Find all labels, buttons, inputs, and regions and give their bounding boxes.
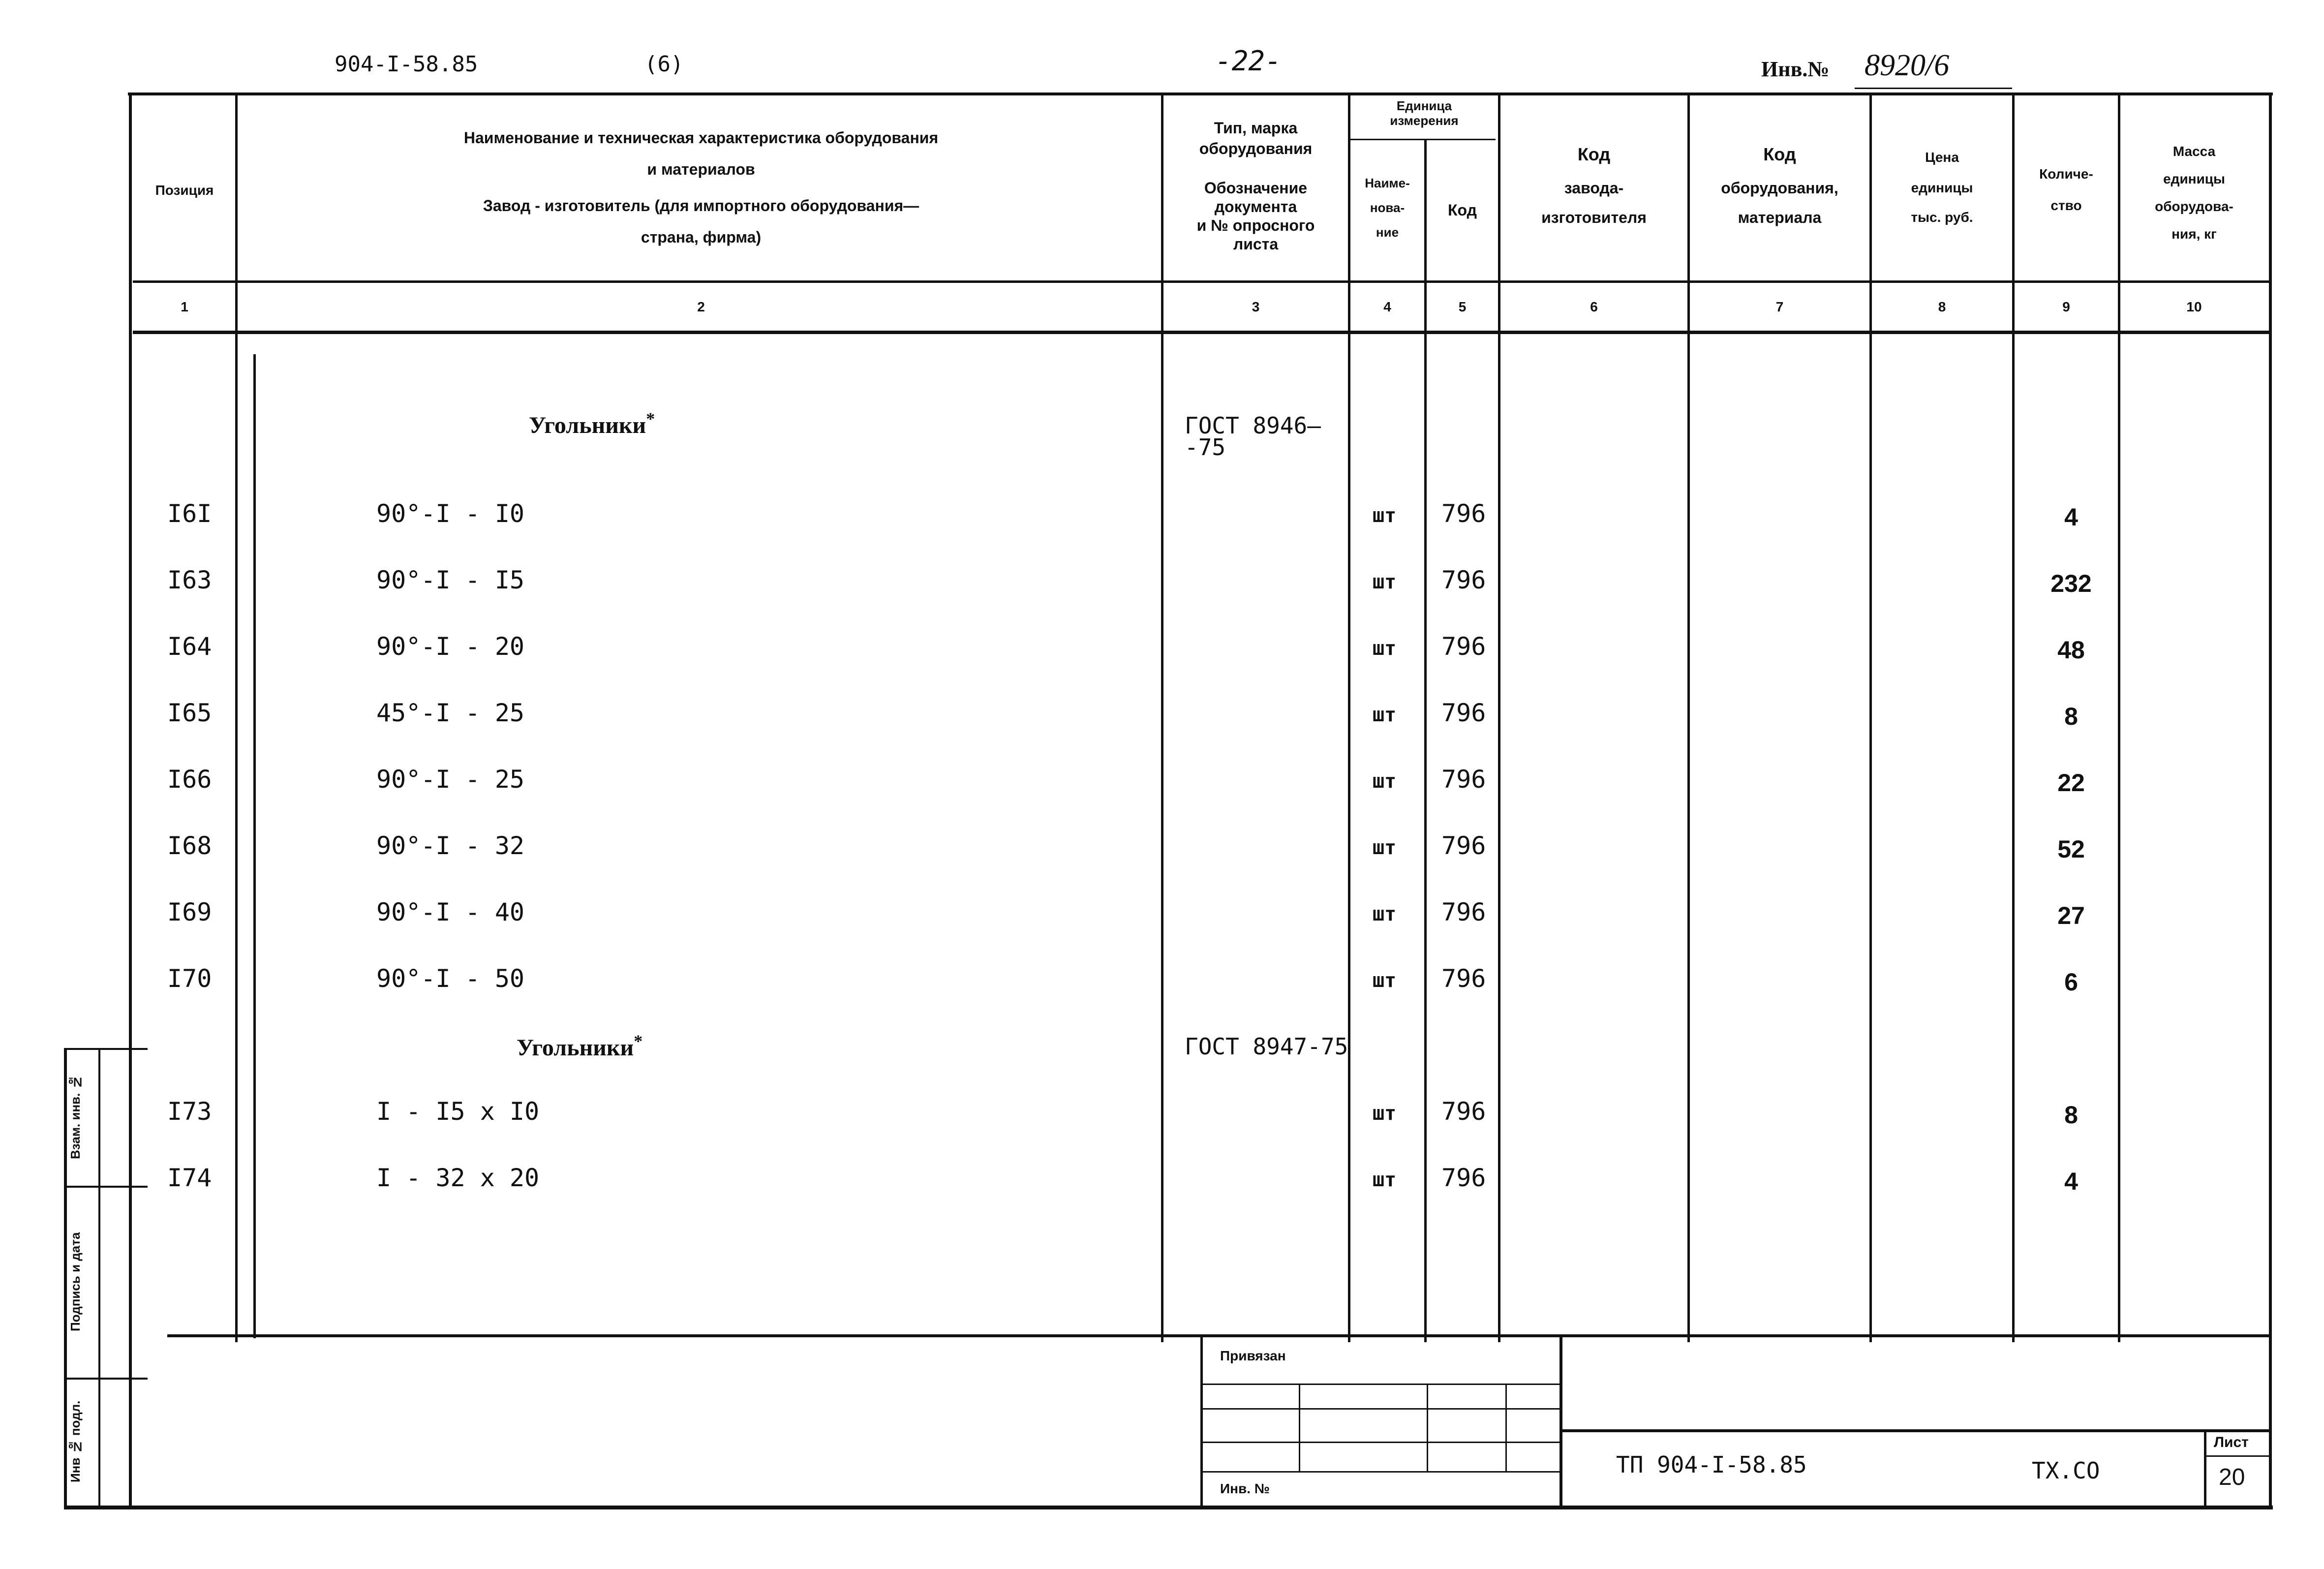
row-unit: шт (1373, 637, 1397, 660)
row-name: 90°-I - 25 (376, 765, 525, 794)
row-unit: шт (1373, 770, 1397, 793)
header-price-line-1: Цена (1925, 150, 1959, 165)
row-position: I66 (167, 765, 212, 794)
side-stamp-sep-1 (64, 1186, 148, 1188)
header-price-line-2: единицы (1911, 180, 1973, 195)
header-unit-name-line-1: Наиме- (1365, 176, 1410, 190)
sheet-variant: (6) (644, 52, 684, 77)
row-position: I74 (167, 1164, 212, 1192)
header-type-line-3: Обозначение (1204, 179, 1308, 197)
row-unit: шт (1373, 903, 1397, 925)
inventory-value: 8920/6 (1865, 49, 1950, 82)
row-quantity: 52 (2057, 835, 2085, 863)
side-stamp-sep-2 (64, 1378, 148, 1380)
binding-box-col-1 (1299, 1384, 1300, 1471)
header-unit-name-line-3: ние (1376, 225, 1399, 240)
footnote-mark: * (634, 1031, 643, 1051)
column-number: 7 (1775, 299, 1784, 314)
header-unit-code: Код (1448, 201, 1477, 219)
header-unit-line-1: Единица (1396, 98, 1452, 113)
row-name: I - I5 x I0 (376, 1097, 540, 1126)
row-position: I6I (167, 499, 212, 528)
row-code: 796 (1441, 1097, 1486, 1126)
inventory-number-label: Инв. № (1220, 1481, 1270, 1496)
title-block-top-border (167, 1334, 2269, 1337)
row-quantity: 22 (2057, 769, 2085, 797)
row-quantity: 8 (2064, 703, 2078, 730)
header-name-line-3: Завод - изготовитель (для импортного оборудования— (483, 197, 919, 215)
table-right-border (2269, 92, 2272, 1509)
header-underline (133, 280, 2269, 283)
page-number: -22- (1215, 45, 1282, 77)
row-name: 45°-I - 25 (376, 699, 525, 727)
stamp-divider (1560, 1429, 2269, 1432)
row-position: I65 (167, 699, 212, 727)
row-code: 796 (1441, 964, 1486, 993)
header-mass-line-2: единицы (2163, 171, 2225, 186)
header-type-line-4: документа (1214, 198, 1297, 215)
side-stamp-inner (98, 1048, 100, 1508)
side-stamp-outer (64, 1048, 67, 1508)
row-position: I70 (167, 964, 212, 993)
section-title-text: Угольники (529, 412, 646, 438)
col-divider-6 (1687, 92, 1690, 1342)
row-quantity: 8 (2064, 1101, 2078, 1129)
column-number: 6 (1590, 299, 1598, 314)
row-name: 90°-I - I0 (376, 499, 525, 528)
header-name-line-2: и материалов (647, 160, 755, 178)
table-left-border (129, 92, 132, 1509)
footnote-mark: * (646, 409, 655, 429)
row-position: I64 (167, 632, 212, 661)
row-name: 90°-I - 40 (376, 898, 525, 926)
header-equipment-line-1: Код (1763, 144, 1796, 164)
row-code: 796 (1441, 765, 1486, 794)
header-unit-name-line-2: нова- (1370, 200, 1405, 215)
header-price-line-3: тыс. руб. (1911, 210, 1973, 225)
column-number: 1 (181, 299, 188, 314)
row-unit: шт (1373, 1102, 1397, 1125)
col-divider-3 (1348, 92, 1350, 1342)
row-code: 796 (1441, 699, 1486, 727)
col-divider-5 (1498, 92, 1500, 1342)
header-quantity-line-1: Количе- (2039, 166, 2093, 182)
binding-box-row-4 (1200, 1471, 1560, 1473)
row-name: I - 32 x 20 (376, 1164, 540, 1192)
column-number: 2 (697, 299, 705, 314)
row-unit: шт (1373, 1169, 1397, 1191)
header-position: Позиция (155, 183, 214, 198)
row-unit: шт (1373, 504, 1397, 527)
header-manufacturer-line-2: завода- (1564, 179, 1624, 197)
header-type-line-5: и № опросного (1196, 216, 1315, 234)
binding-box-col-3 (1505, 1384, 1507, 1471)
column-number: 9 (2062, 299, 2070, 314)
row-code: 796 (1441, 1164, 1486, 1192)
side-stamp-signature-date: Подпись и дата (68, 1232, 83, 1331)
row-unit: шт (1373, 969, 1397, 992)
row-position: I63 (167, 566, 212, 594)
header-manufacturer-line-1: Код (1577, 144, 1611, 164)
document-code: ТП 904-I-58.85 (1616, 1451, 1807, 1478)
row-quantity: 48 (2057, 636, 2085, 664)
row-position: I68 (167, 831, 212, 860)
col-divider-2 (1161, 92, 1163, 1342)
side-stamp-original-inventory: Инв № подл. (68, 1400, 83, 1483)
row-code: 796 (1441, 898, 1486, 926)
row-code: 796 (1441, 831, 1486, 860)
row-code: 796 (1441, 566, 1486, 594)
binding-box-right (1560, 1334, 1562, 1507)
side-stamp-replacement-inventory: Взам. инв. № (68, 1075, 83, 1159)
col-divider-1b (253, 354, 256, 1338)
column-number: 4 (1383, 299, 1391, 314)
document-number: 904-I-58.85 (335, 52, 478, 77)
unit-header-divider (1348, 139, 1496, 140)
table-top-border (128, 92, 2273, 95)
binding-box-left (1200, 1334, 1203, 1507)
header-manufacturer-line-3: изготовителя (1541, 209, 1647, 226)
header-equipment-line-3: материала (1738, 209, 1822, 226)
row-name: 90°-I - 32 (376, 831, 525, 860)
col-divider-8 (2012, 92, 2015, 1342)
header-type-line-1: Тип, марка (1214, 119, 1298, 137)
column-number: 3 (1252, 299, 1260, 314)
row-unit: шт (1373, 571, 1397, 593)
header-type-line-6: листа (1233, 235, 1279, 253)
column-number: 8 (1938, 299, 1946, 314)
row-quantity: 6 (2064, 968, 2078, 996)
section-title (529, 408, 655, 439)
header-unit-line-2: измерения (1390, 113, 1459, 128)
row-position: I73 (167, 1097, 212, 1126)
sheet-number: 20 (2219, 1464, 2245, 1490)
section-code: ТХ.СО (2032, 1457, 2100, 1484)
inventory-label: Инв.№ (1761, 57, 1830, 81)
colnum-underline (133, 331, 2269, 334)
row-code: 796 (1441, 632, 1486, 661)
section-standard-line-1: ГОСТ 8946– (1185, 412, 1321, 439)
row-unit: шт (1373, 836, 1397, 859)
section-title (517, 1031, 642, 1061)
binding-label: Привязан (1220, 1348, 1286, 1363)
sheet-box-left (2204, 1429, 2206, 1508)
sheet-box-divider (2204, 1455, 2269, 1457)
row-quantity: 27 (2057, 902, 2085, 929)
header-mass-line-1: Масса (2172, 144, 2216, 159)
section-standard-line-2: -75 (1185, 434, 1226, 461)
section-standard-line-1: ГОСТ 8947-75 (1185, 1033, 1348, 1060)
section-title-text: Угольники (517, 1035, 634, 1061)
row-quantity: 4 (2064, 503, 2078, 531)
header-name-line-4: страна, фирма) (641, 228, 762, 246)
header-type-line-2: оборудования (1199, 140, 1313, 157)
inventory-underline (1855, 88, 2012, 89)
row-name: 90°-I - 50 (376, 964, 525, 993)
col-divider-7 (1869, 92, 1872, 1342)
header-mass-line-4: ния, кг (2171, 226, 2217, 242)
column-number: 10 (2186, 299, 2202, 314)
header-mass-line-3: оборудова- (2155, 199, 2233, 214)
header-quantity-line-2: ство (2050, 198, 2082, 213)
row-quantity: 232 (2050, 570, 2092, 597)
table-bottom-border (64, 1506, 2273, 1509)
sheet-label: Лист (2214, 1434, 2249, 1450)
row-unit: шт (1373, 704, 1397, 726)
row-position: I69 (167, 898, 212, 926)
binding-box-col-2 (1427, 1384, 1428, 1471)
row-code: 796 (1441, 499, 1486, 528)
header-equipment-line-2: оборудования, (1721, 179, 1838, 197)
header-name-line-1: Наименование и техническая характеристика оборудования (463, 129, 939, 147)
side-stamp-top (64, 1048, 148, 1050)
column-number: 5 (1458, 299, 1467, 314)
row-name: 90°-I - I5 (376, 566, 525, 594)
row-quantity: 4 (2064, 1168, 2078, 1195)
col-divider-4 (1424, 140, 1427, 1342)
row-name: 90°-I - 20 (376, 632, 525, 661)
